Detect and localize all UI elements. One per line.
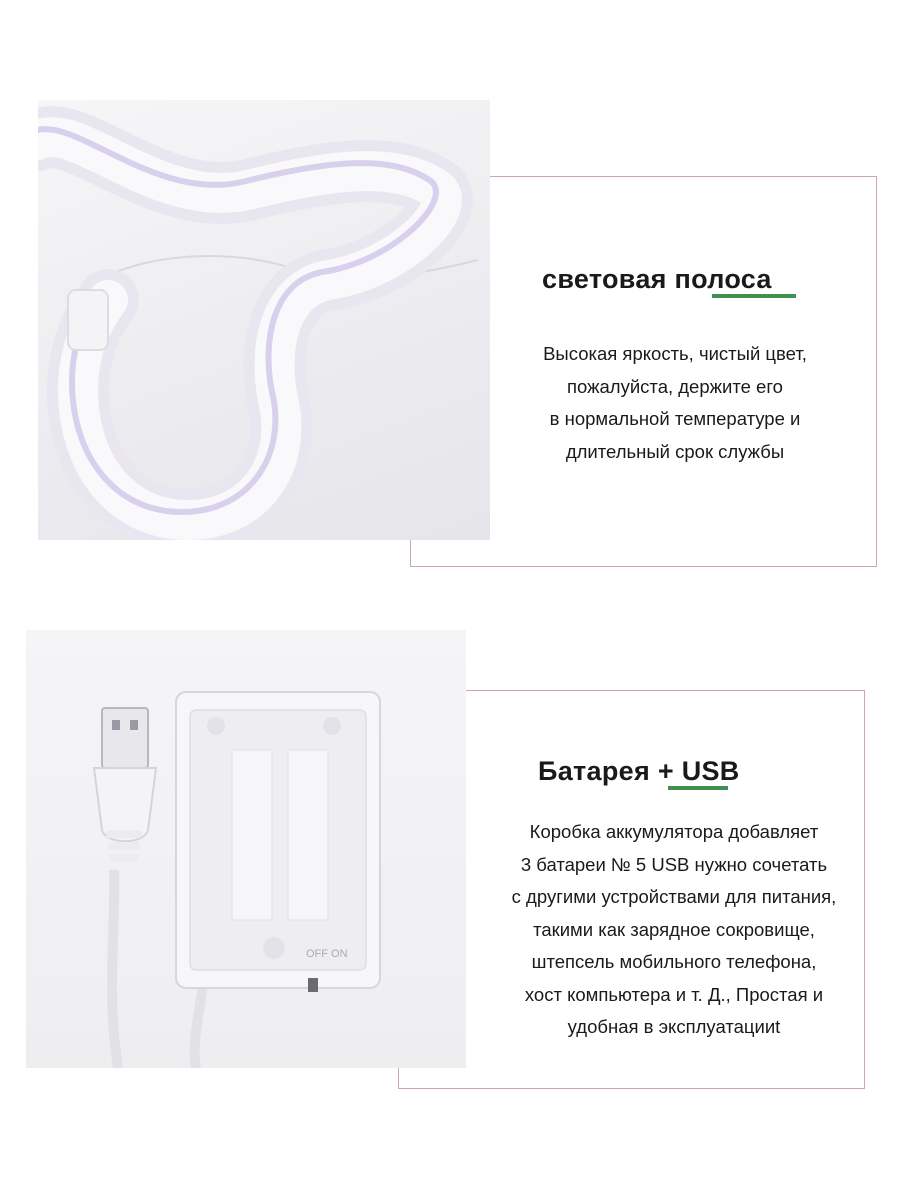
section-title: световая полоса [542, 264, 772, 294]
battery-box-usb-photo [26, 630, 466, 1068]
description-line: Коробка аккумулятора добавляет [529, 821, 819, 842]
description-line: штепсель мобильного телефона, [531, 951, 817, 972]
feature-section-battery-usb [0, 600, 900, 1200]
description-line: пожалуйста, держите его [567, 375, 783, 397]
description-line: в нормальной температуре и [549, 408, 801, 429]
description-line: Высокая яркость, чистый цвет, [543, 343, 807, 364]
title-accent-underline [668, 786, 728, 790]
section-description [500, 338, 850, 468]
description-line: хост компьютера и т. Д., Простая и [524, 983, 824, 1005]
description-line: такими как зарядное сокровище, [533, 918, 815, 940]
section-description [468, 816, 880, 1044]
section-title: Батарея + USB [538, 756, 740, 786]
description-line: с другими устройствами для питания, [511, 886, 837, 907]
neon-strip-photo [38, 100, 490, 540]
description-line: удобная в эксплуатацииt [567, 1016, 781, 1037]
switch-label: OFF ON [306, 948, 348, 960]
description-line: длительный срок службы [565, 440, 785, 462]
title-accent-underline [712, 294, 796, 298]
description-line: 3 батареи № 5 USB нужно сочетать [520, 853, 828, 875]
